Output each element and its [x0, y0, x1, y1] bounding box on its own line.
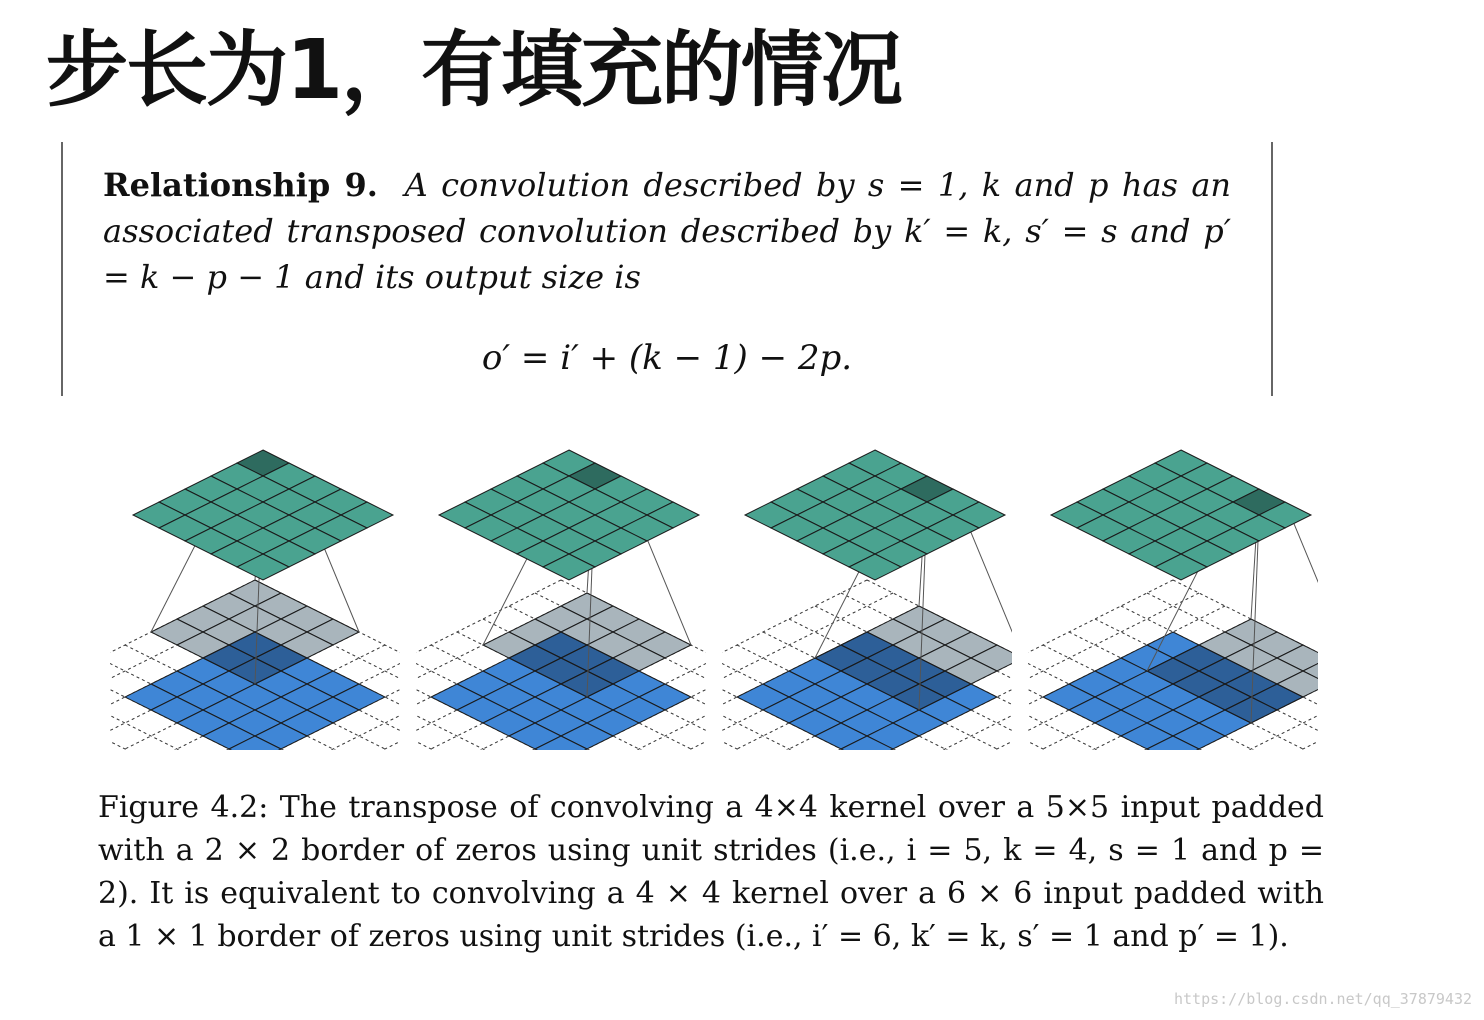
relationship-text: A convolution described by s = 1, k and p has an associated transposed convolution described by k′ = k, s′ = s and p′ = k − p − 1 and its output size is: [103, 166, 1232, 296]
relationship-box: [61, 142, 1273, 396]
watermark: https://blog.csdn.net/qq_37879432: [1173, 990, 1472, 1008]
conv-diagram-2: [416, 440, 706, 750]
relationship-label: Relationship 9.: [103, 166, 378, 204]
slide-title: 步长为1，有填充的情况: [46, 23, 902, 118]
relationship-statement: [103, 162, 1231, 300]
conv-diagram-4: [1028, 440, 1318, 750]
conv-diagram-1: [110, 440, 400, 750]
conv-diagram-3: [722, 440, 1012, 750]
output-size-formula: o′ = i′ + (k − 1) − 2p.: [481, 338, 853, 378]
conv-panel-3: [722, 440, 1012, 750]
conv-panel-1: [110, 440, 400, 750]
figure-caption: Figure 4.2: The transpose of convolving a 4×4 kernel over a 5×5 input padded with a 2 × 2 border of zeros using unit strides (i.e., i = 5, k = 4, s = 1 and p = 2). It is equivalent to convolving a 4 × 4 kernel over a 6 × 6 input padded with a 1 × 1 border of zeros using unit strides (i.e., i′ = 6, k′ = k, s′ = 1 and p′ = 1).: [98, 790, 1324, 954]
conv-panel-4: [1028, 440, 1318, 750]
conv-panel-2: [416, 440, 706, 750]
figure-panels: [110, 440, 1320, 750]
